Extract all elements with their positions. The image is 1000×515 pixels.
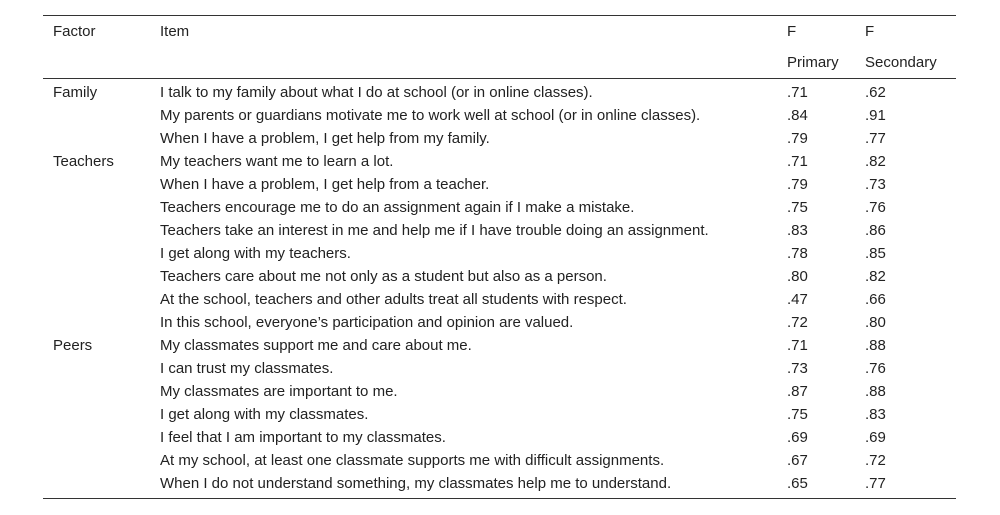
f-primary-cell: .65 xyxy=(777,472,855,499)
table-row xyxy=(43,288,956,311)
table-row xyxy=(43,334,956,357)
f-secondary-cell: .72 xyxy=(865,452,886,469)
header-item: Item xyxy=(150,16,777,48)
factor-cell: Teachers xyxy=(53,153,114,170)
factor-cell xyxy=(43,242,150,265)
item-cell: My parents or guardians motivate me to work well at school (or in online classes). xyxy=(160,107,701,124)
table-row xyxy=(43,426,956,449)
f-primary-cell: .73 xyxy=(787,360,808,377)
item-cell: At my school, at least one classmate supports me with difficult assignments. xyxy=(160,452,665,469)
item-cell: When I have a problem, I get help from a teacher. xyxy=(160,176,490,193)
header-factor-blank xyxy=(43,47,150,79)
factor-cell xyxy=(43,265,150,288)
table-row xyxy=(43,196,956,219)
f-secondary-cell: .76 xyxy=(865,199,886,216)
f-primary-cell: .83 xyxy=(787,222,808,239)
table-row xyxy=(43,311,956,334)
factor-cell xyxy=(43,357,150,380)
table-row xyxy=(43,127,956,150)
item-cell: My teachers want me to learn a lot. xyxy=(160,153,394,170)
factor-cell xyxy=(43,472,150,499)
f-secondary-cell: .69 xyxy=(865,429,886,446)
factor-cell xyxy=(43,380,150,403)
item-cell: At the school, teachers and other adults treat all students with respect. xyxy=(160,291,627,308)
factor-cell: Peers xyxy=(53,337,93,354)
header-row-top xyxy=(43,16,956,48)
f-primary-cell: .47 xyxy=(787,291,808,308)
f-primary-cell: .69 xyxy=(787,429,808,446)
header-f-secondary-line1: F xyxy=(855,16,956,48)
item-cell: I get along with my classmates. xyxy=(160,406,369,423)
table-row xyxy=(43,219,956,242)
factor-cell xyxy=(43,173,150,196)
factor-cell xyxy=(43,449,150,472)
item-cell: Teachers care about me not only as a student but also as a person. xyxy=(160,268,607,285)
f-primary-cell: .79 xyxy=(787,176,808,193)
f-primary-cell: .67 xyxy=(787,452,808,469)
f-secondary-cell: .62 xyxy=(865,84,886,101)
f-primary-cell: .75 xyxy=(787,199,808,216)
table-row xyxy=(43,150,956,173)
f-secondary-cell: .82 xyxy=(865,268,886,285)
table-row xyxy=(43,403,956,426)
item-cell: My classmates are important to me. xyxy=(160,383,398,400)
item-cell: When I have a problem, I get help from my family. xyxy=(160,130,490,147)
table-row xyxy=(43,173,956,196)
table-body xyxy=(43,79,956,499)
f-secondary-cell: .88 xyxy=(865,383,886,400)
factor-cell xyxy=(43,104,150,127)
header-f-secondary-line2: Secondary xyxy=(855,47,956,79)
item-cell: I get along with my teachers. xyxy=(160,245,351,262)
item-cell: In this school, everyone’s participation and opinion are valued. xyxy=(160,314,574,331)
table-row xyxy=(43,265,956,288)
f-primary-cell: .80 xyxy=(787,268,808,285)
f-secondary-cell: .86 xyxy=(865,222,886,239)
table-row xyxy=(43,79,956,105)
factor-cell xyxy=(43,288,150,311)
table-row xyxy=(43,449,956,472)
item-cell: I talk to my family about what I do at school (or in online classes). xyxy=(160,84,593,101)
table-row xyxy=(43,104,956,127)
factor-loadings-table-container xyxy=(43,15,956,499)
f-secondary-cell: .80 xyxy=(865,314,886,331)
f-secondary-cell: .91 xyxy=(865,107,886,124)
factor-loadings-table xyxy=(43,15,956,499)
f-secondary-cell: .83 xyxy=(865,406,886,423)
item-cell: Teachers encourage me to do an assignment again if I make a mistake. xyxy=(160,199,635,216)
f-primary-cell: .72 xyxy=(787,314,808,331)
f-secondary-cell: .77 xyxy=(855,472,956,499)
table-row xyxy=(43,380,956,403)
f-secondary-cell: .66 xyxy=(865,291,886,308)
factor-cell xyxy=(43,403,150,426)
f-primary-cell: .78 xyxy=(787,245,808,262)
table-row xyxy=(43,472,956,499)
factor-cell: Family xyxy=(53,84,98,101)
factor-cell xyxy=(43,219,150,242)
f-primary-cell: .84 xyxy=(787,107,808,124)
header-f-primary-line2: Primary xyxy=(777,47,855,79)
header-row-bottom xyxy=(43,47,956,79)
f-secondary-cell: .73 xyxy=(865,176,886,193)
f-primary-cell: .75 xyxy=(787,406,808,423)
header-item-blank xyxy=(150,47,777,79)
item-cell: I can trust my classmates. xyxy=(160,360,334,377)
factor-cell xyxy=(43,127,150,150)
f-secondary-cell: .82 xyxy=(865,153,886,170)
f-primary-cell: .71 xyxy=(787,153,808,170)
factor-cell xyxy=(43,311,150,334)
f-primary-cell: .79 xyxy=(787,130,808,147)
item-cell: My classmates support me and care about me. xyxy=(160,337,472,354)
table-row xyxy=(43,357,956,380)
factor-cell xyxy=(43,426,150,449)
item-cell: Teachers take an interest in me and help me if I have trouble doing an assignment. xyxy=(160,222,709,239)
f-secondary-cell: .88 xyxy=(865,337,886,354)
factor-cell xyxy=(43,196,150,219)
f-secondary-cell: .85 xyxy=(865,245,886,262)
item-cell: When I do not understand something, my classmates help me to understand. xyxy=(150,472,777,499)
f-secondary-cell: .77 xyxy=(865,130,886,147)
header-factor: Factor xyxy=(43,16,150,48)
f-primary-cell: .87 xyxy=(787,383,808,400)
f-secondary-cell: .76 xyxy=(865,360,886,377)
table-header xyxy=(43,16,956,79)
f-primary-cell: .71 xyxy=(787,84,808,101)
f-primary-cell: .71 xyxy=(787,337,808,354)
header-f-primary-line1: F xyxy=(777,16,855,48)
item-cell: I feel that I am important to my classmates. xyxy=(160,429,446,446)
table-row xyxy=(43,242,956,265)
